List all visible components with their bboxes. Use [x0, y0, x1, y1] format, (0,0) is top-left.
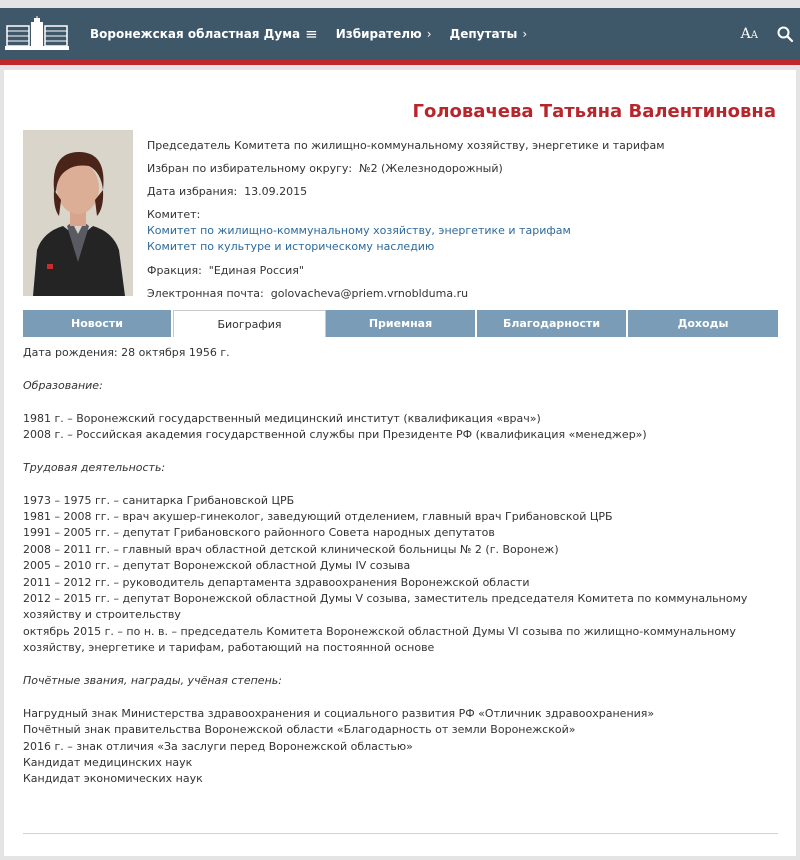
- elected-row: [147, 185, 307, 198]
- deputy-profile-panel: [4, 70, 796, 856]
- deputy-photo: [23, 130, 133, 296]
- district-value: №2 (Железнодорожный): [359, 162, 503, 175]
- top-navigation-bar: [0, 8, 800, 60]
- list-item: 1981 – 2008 гг. – врач акушер-гинеколог, заведующий отделением, главный врач Грибановской ЦРБ: [23, 510, 613, 523]
- committee-label: Комитет:: [147, 208, 201, 221]
- district-row: [147, 162, 503, 175]
- list-item: 2008 – 2011 гг. – главный врач областной детской клинической больницы № 2 (г. Воронеж): [23, 542, 559, 556]
- profile-tabs: [23, 310, 778, 337]
- list-item: Кандидат экономических наук: [23, 772, 203, 786]
- deputy-name: Головачева Татьяна Валентиновна: [412, 101, 776, 122]
- list-item: октябрь 2015 г. – по н. в. – председатель Комитета Воронежской областной Думы VI созыва по жилищно-коммунальному хозяйству, энергетике и тарифам, работающий на постоянной основе: [23, 624, 736, 655]
- font-size-toggle[interactable]: [741, 26, 758, 42]
- tab-news[interactable]: Новости: [23, 310, 173, 337]
- list-item: 2016 г. – знак отличия «За заслуги перед Воронежской областью»: [23, 739, 413, 753]
- nav-voters[interactable]: [336, 27, 432, 41]
- content-divider: [23, 833, 778, 834]
- nav-deputies-label: Депутаты: [449, 27, 518, 41]
- district-label: Избран по избирательному округу:: [147, 162, 353, 175]
- header-accent-stripe: [0, 60, 800, 65]
- list-item: Нагрудный знак Министерства здравоохранения и социального развития РФ «Отличник здравоохранения»: [23, 706, 655, 720]
- search-icon[interactable]: [776, 25, 794, 43]
- nav-site-title[interactable]: [90, 25, 318, 43]
- tab-income[interactable]: Доходы: [628, 310, 778, 337]
- list-item: 2005 – 2010 гг. – депутат Воронежской областной Думы IV созыва: [23, 559, 411, 573]
- list-item: 1973 – 1975 гг. – санитарка Грибановской ЦРБ: [23, 493, 295, 507]
- nav-deputies[interactable]: [450, 27, 528, 41]
- biography-content: [23, 345, 788, 788]
- education-heading: Образование:: [23, 378, 103, 392]
- faction-label: Фракция:: [147, 264, 202, 277]
- deputy-position: Председатель Комитета по жилищно-коммунальному хозяйству, энергетике и тарифам: [147, 139, 665, 152]
- list-item: Кандидат медицинских наук: [23, 756, 193, 770]
- font-size-big-glyph: A: [740, 26, 751, 42]
- site-title-label: Воронежская областная Дума: [90, 27, 301, 41]
- faction-value: "Единая Россия": [208, 264, 304, 277]
- committee-link-housing[interactable]: Комитет по жилищно-коммунальному хозяйству, энергетике и тарифам: [147, 224, 571, 237]
- list-item: 2012 – 2015 гг. – депутат Воронежской областной Думы V созыва, заместитель председателя Комитета по коммунальному хозяйству и строительству: [23, 592, 748, 622]
- list-item: 1981 г. – Воронежский государственный медицинский институт (квалификация «врач»): [23, 411, 541, 425]
- list-item: 2008 г. – Российская академия государственной службы при Президенте РФ (квалификация «менеджер»): [23, 428, 647, 441]
- awards-heading: Почётные звания, награды, учёная степень:: [23, 674, 282, 688]
- nav-voters-label: Избирателю: [335, 27, 422, 41]
- list-item: 1991 – 2005 гг. – депутат Грибановского районного Совета народных депутатов: [23, 526, 495, 540]
- tab-reception[interactable]: Приемная: [326, 310, 477, 337]
- list-item: Почётный знак правительства Воронежской области «Благодарность от земли Воронежской»: [23, 723, 576, 737]
- email-row: [147, 287, 468, 300]
- email-value[interactable]: golovacheva@priem.vrnoblduma.ru: [270, 287, 469, 300]
- font-size-small-glyph: A: [750, 30, 758, 41]
- tab-gratitude[interactable]: Благодарности: [477, 310, 628, 337]
- elected-label: Дата избрания:: [147, 185, 238, 198]
- duma-building-logo[interactable]: [2, 14, 72, 54]
- committee-link-culture[interactable]: Комитет по культуре и историческому наследию: [147, 240, 435, 253]
- tab-biography[interactable]: Биография: [173, 310, 326, 337]
- work-heading: Трудовая деятельность:: [23, 460, 166, 474]
- birth-date: Дата рождения: 28 октября 1956 г.: [23, 346, 230, 359]
- elected-value: 13.09.2015: [244, 185, 308, 198]
- list-item: 2011 – 2012 гг. – руководитель департамента здравоохранения Воронежской области: [23, 575, 530, 589]
- chevron-right-icon: ›: [426, 27, 432, 41]
- menu-icon[interactable]: ≡: [305, 25, 318, 43]
- email-label: Электронная почта:: [147, 287, 264, 300]
- chevron-right-icon: ›: [522, 27, 528, 41]
- faction-row: [147, 264, 304, 277]
